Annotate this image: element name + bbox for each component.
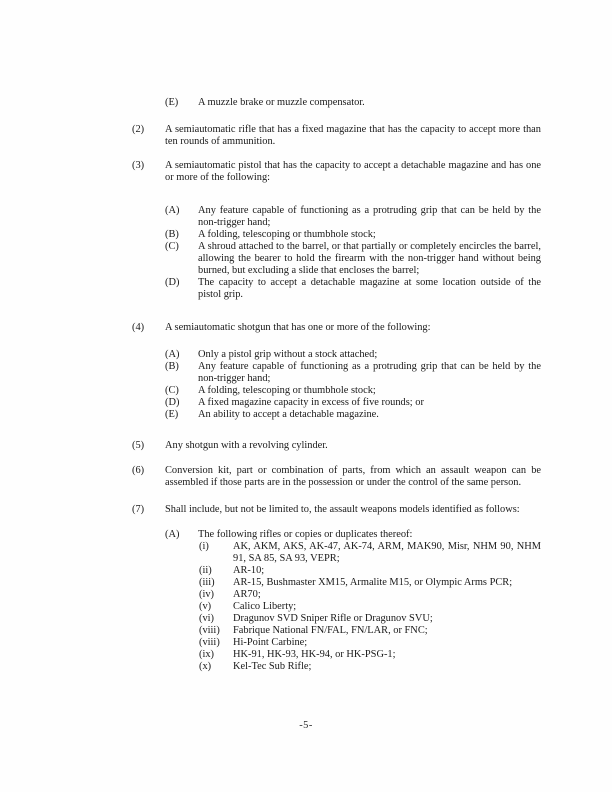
item-label: (C) [165, 241, 179, 252]
item-text: Hi-Point Carbine; [233, 637, 308, 648]
item-text: The following rifles or copies or duplicates thereof: [198, 529, 413, 540]
item-text: An ability to accept a detachable magazine. [198, 409, 379, 420]
item-text: A fixed magazine capacity in excess of five rounds; or [198, 397, 424, 408]
item-label: (5) [132, 440, 145, 451]
list-item [132, 504, 541, 516]
item-label: (E) [165, 409, 179, 420]
item-label: (7) [132, 504, 145, 515]
item-text: AK, AKM, AKS, AK-47, AK-74, ARM, MAK90, Misr, NHM 90, NHM 91, SA 85, SA 93, VEPR; [233, 541, 541, 564]
list-item [165, 229, 541, 241]
item-text: Calico Liberty; [233, 601, 297, 612]
item-text: Conversion kit, part or combination of parts, from which an assault weapon can be assembled if those parts are in the possession or under the control of the same person. [165, 465, 541, 488]
list-item [165, 409, 541, 421]
item-label: (iii) [199, 577, 215, 588]
item-text: Any feature capable of functioning as a protruding grip that can be held by the non-trigger hand; [198, 205, 541, 228]
list-item [165, 361, 541, 385]
document-body [132, 97, 541, 673]
item-label: (viii) [199, 637, 220, 648]
item-label: (B) [165, 361, 179, 372]
item-text: Only a pistol grip without a stock attached; [198, 349, 378, 360]
item-label: (ix) [199, 649, 215, 660]
item-label: (C) [165, 385, 179, 396]
item-label: (x) [199, 661, 212, 672]
list-item [199, 601, 541, 613]
list-item [199, 577, 541, 589]
list-item [165, 97, 541, 109]
list-item [132, 465, 541, 489]
list-item [132, 440, 541, 452]
list-item [165, 529, 541, 541]
item-label: (ii) [199, 565, 212, 576]
item-label: (2) [132, 124, 145, 135]
item-label: (3) [132, 160, 145, 171]
item-label: (vi) [199, 613, 215, 624]
item-text: AR-15, Bushmaster XM15, Armalite M15, or Olympic Arms PCR; [233, 577, 513, 588]
list-item [132, 124, 541, 148]
list-item [199, 613, 541, 625]
item-text: Any feature capable of functioning as a protruding grip that can be held by the non-trigger hand; [198, 361, 541, 384]
item-text: A shroud attached to the barrel, or that partially or completely encircles the barrel, allowing the bearer to hold the firearm with the non-trigger hand without being burned, but excluding a slide that encloses the barrel; [198, 241, 541, 276]
item-text: A muzzle brake or muzzle compensator. [198, 97, 365, 108]
item-label: (iv) [199, 589, 215, 600]
list-item [199, 589, 541, 601]
item-text: Dragunov SVD Sniper Rifle or Dragunov SVU; [233, 613, 433, 624]
item-label: (viii) [199, 625, 220, 636]
item-text: AR70; [233, 589, 261, 600]
item-text: The capacity to accept a detachable magazine at some location outside of the pistol grip. [198, 277, 541, 300]
item-label: (6) [132, 465, 145, 476]
list-item [132, 160, 541, 184]
list-item [199, 649, 541, 661]
item-label: (A) [165, 349, 180, 360]
list-item [165, 397, 541, 409]
item-text: Shall include, but not be limited to, the assault weapons models identified as follows: [165, 504, 520, 515]
item-label: (4) [132, 322, 145, 333]
list-item [132, 322, 541, 334]
item-text: A semiautomatic pistol that has the capacity to accept a detachable magazine and has one or more of the following: [165, 160, 541, 183]
list-item [199, 565, 541, 577]
item-text: A folding, telescoping or thumbhole stock; [198, 385, 376, 396]
item-text: Fabrique National FN/FAL, FN/LAR, or FNC; [233, 625, 428, 636]
item-label: (E) [165, 97, 179, 108]
list-item [165, 241, 541, 277]
item-text: HK-91, HK-93, HK-94, or HK-PSG-1; [233, 649, 396, 660]
list-item [199, 661, 541, 673]
list-item [199, 637, 541, 649]
item-text: Kel-Tec Sub Rifle; [233, 661, 312, 672]
item-label: (B) [165, 229, 179, 240]
page-number: -5- [299, 720, 313, 731]
list-item [199, 541, 541, 565]
item-text: Any shotgun with a revolving cylinder. [165, 440, 328, 451]
item-label: (i) [199, 541, 209, 552]
item-text: AR-10; [233, 565, 265, 576]
item-text: A semiautomatic rifle that has a fixed magazine that has the capacity to accept more than ten rounds of ammunition. [165, 124, 541, 147]
list-item [199, 625, 541, 637]
item-text: A folding, telescoping or thumbhole stock; [198, 229, 376, 240]
list-item [165, 349, 541, 361]
item-label: (D) [165, 277, 180, 288]
item-label: (A) [165, 529, 180, 540]
item-label: (v) [199, 601, 212, 612]
item-text: A semiautomatic shotgun that has one or more of the following: [165, 322, 431, 333]
list-item [165, 385, 541, 397]
item-label: (D) [165, 397, 180, 408]
list-item [165, 205, 541, 229]
item-label: (A) [165, 205, 180, 216]
list-item [165, 277, 541, 301]
